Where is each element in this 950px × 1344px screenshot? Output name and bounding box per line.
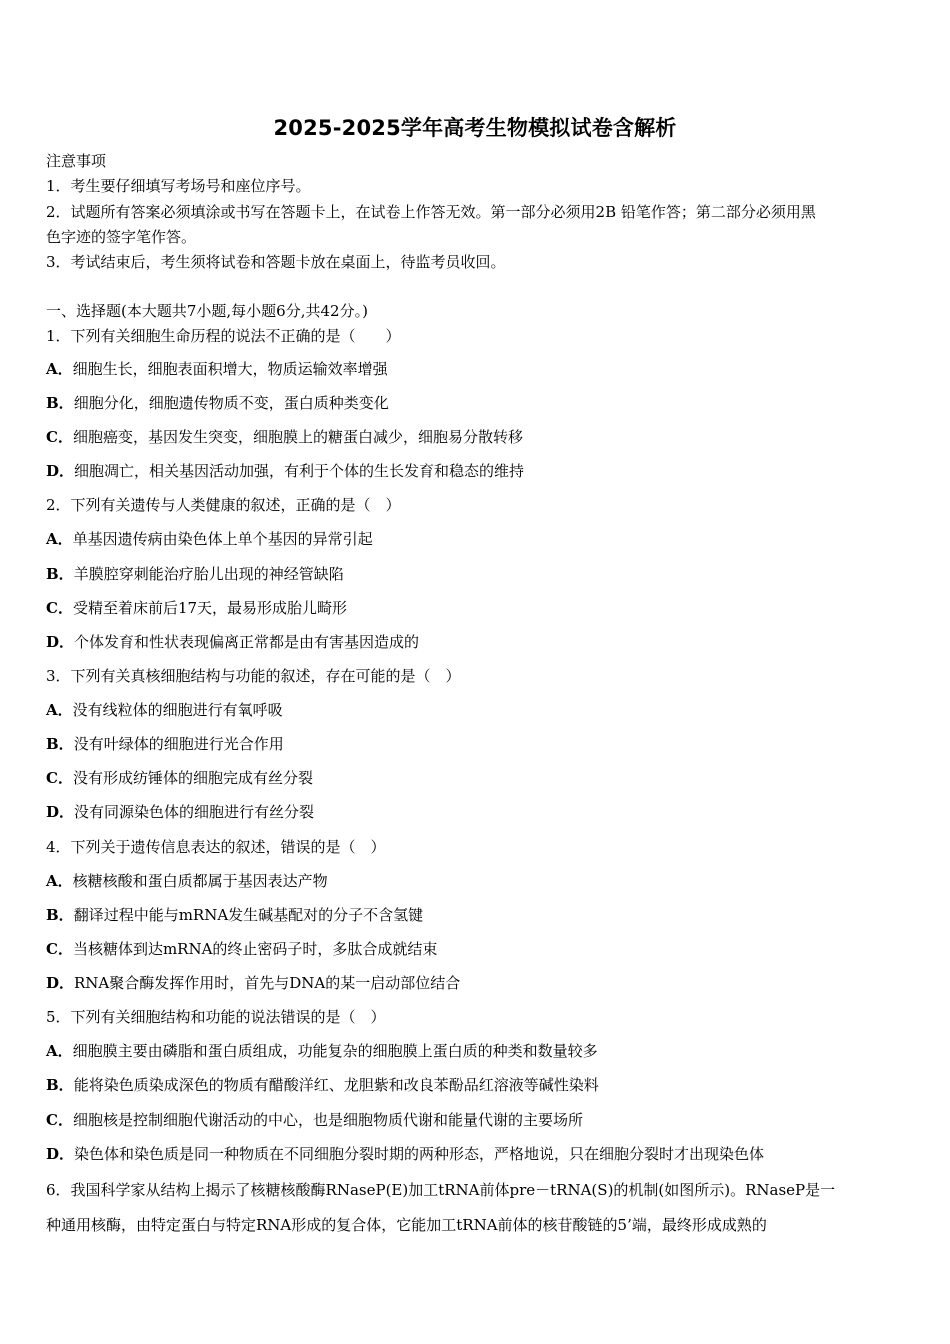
- question-2-option-a: [46, 529, 906, 549]
- option-label: A．: [46, 530, 73, 548]
- option-label: A．: [46, 360, 73, 378]
- question-4-option-b: [46, 905, 906, 925]
- question-3-option-c: [46, 768, 906, 788]
- option-label: D．: [46, 803, 75, 821]
- question-3-option-a: [46, 700, 906, 720]
- option-text: 核糖核酸和蛋白质都属于基因表达产物: [72, 872, 328, 890]
- option-text: 细胞生长，细胞表面积增大，物质运输效率增强: [72, 360, 388, 378]
- question-5-option-c: [46, 1110, 906, 1130]
- option-label: C．: [46, 769, 73, 787]
- option-text: 细胞癌变，基因发生突变，细胞膜上的糖蛋白减少，细胞易分散转移: [72, 428, 523, 446]
- option-label: B．: [46, 735, 74, 753]
- question-2-option-b: [46, 564, 906, 584]
- option-label: C．: [46, 1111, 73, 1129]
- option-text: 当核糖体到达mRNA的终止密码子时，多肽合成就结束: [72, 940, 438, 958]
- option-label: B．: [46, 906, 74, 924]
- question-1-option-b: [46, 393, 906, 413]
- question-1-option-d: [46, 461, 906, 481]
- option-label: D．: [46, 974, 75, 992]
- question-1-option-c: [46, 427, 906, 447]
- option-text: 细胞膜主要由磷脂和蛋白质组成，功能复杂的细胞膜上蛋白质的种类和数量较多: [72, 1042, 598, 1060]
- option-label: B．: [46, 565, 74, 583]
- option-label: A．: [46, 872, 73, 890]
- page-title: 2025-2025学年高考生物模拟试卷含解析: [273, 116, 677, 140]
- question-4-stem: 4．下列关于遗传信息表达的叙述，错误的是（ ）: [46, 838, 386, 856]
- option-text: 没有叶绿体的细胞进行光合作用: [73, 735, 284, 753]
- question-4-option-c: [46, 939, 906, 959]
- section-heading: 一、选择题(本大题共7小题,每小题6分,共42分。): [46, 302, 368, 320]
- option-label: B．: [46, 394, 74, 412]
- option-text: 没有线粒体的细胞进行有氧呼吸: [72, 701, 283, 719]
- question-2-option-d: [46, 632, 906, 652]
- question-2-option-c: [46, 598, 906, 618]
- question-5-option-b: [46, 1075, 906, 1095]
- question-4-option-a: [46, 871, 906, 891]
- option-text: 能将染色质染成深色的物质有醋酸洋红、龙胆紫和改良苯酚品红溶液等碱性染料: [73, 1076, 599, 1094]
- notice-item-1: 1．考生要仔细填写考场号和座位序号。: [46, 177, 311, 195]
- question-1-stem: 1．下列有关细胞生命历程的说法不正确的是（ ）: [46, 327, 401, 345]
- question-3-option-b: [46, 734, 906, 754]
- question-6-stem-line-2: 种通用核酶，由特定蛋白与特定RNA形成的复合体，它能加工tRNA前体的核苷酸链的5’端，最终形成成熟的: [46, 1216, 767, 1234]
- notice-item-2-line-2: 色字迹的签字笔作答。: [46, 228, 197, 246]
- option-text: 染色体和染色质是同一种物质在不同细胞分裂时期的两种形态，严格地说，只在细胞分裂时才出现染色体: [74, 1145, 765, 1163]
- option-label: D．: [46, 462, 75, 480]
- notice-item-3: 3．考试结束后，考生须将试卷和答题卡放在桌面上，待监考员收回。: [46, 253, 506, 271]
- question-5-option-d: [46, 1144, 906, 1164]
- option-label: A．: [46, 701, 73, 719]
- option-text: 没有同源染色体的细胞进行有丝分裂: [74, 803, 315, 821]
- option-text: 单基因遗传病由染色体上单个基因的异常引起: [72, 530, 373, 548]
- option-text: 细胞分化，细胞遗传物质不变，蛋白质种类变化: [73, 394, 389, 412]
- notice-heading: 注意事项: [46, 152, 107, 170]
- option-text: 没有形成纺锤体的细胞完成有丝分裂: [72, 769, 313, 787]
- notice-item-2-line-1: 2．试题所有答案必须填涂或书写在答题卡上，在试卷上作答无效。第一部分必须用2B 铅笔作答；第二部分必须用黑: [46, 203, 816, 221]
- option-text: 受精至着床前后17天，最易形成胎儿畸形: [72, 599, 348, 617]
- question-3-stem: 3．下列有关真核细胞结构与功能的叙述，存在可能的是（ ）: [46, 667, 461, 685]
- option-label: B．: [46, 1076, 74, 1094]
- question-2-stem: 2．下列有关遗传与人类健康的叙述，正确的是（ ）: [46, 496, 401, 514]
- option-text: 翻译过程中能与mRNA发生碱基配对的分子不含氢键: [73, 906, 424, 924]
- option-label: D．: [46, 633, 75, 651]
- question-6-stem-line-1: 6．我国科学家从结构上揭示了核糖核酸酶RNaseP(E)加工tRNA前体pre－tRNA(S)的机制(如图所示)。RNaseP是一: [46, 1181, 836, 1199]
- option-text: RNA聚合酶发挥作用时，首先与DNA的某一启动部位结合: [74, 974, 461, 992]
- option-label: C．: [46, 599, 73, 617]
- question-5-stem: 5．下列有关细胞结构和功能的说法错误的是（ ）: [46, 1008, 386, 1026]
- option-label: D．: [46, 1145, 75, 1163]
- option-text: 个体发育和性状表现偏离正常都是由有害基因造成的: [74, 633, 420, 651]
- option-label: C．: [46, 940, 73, 958]
- option-text: 细胞凋亡，相关基因活动加强，有利于个体的生长发育和稳态的维持: [74, 462, 525, 480]
- question-4-option-d: [46, 973, 906, 993]
- option-label: A．: [46, 1042, 73, 1060]
- question-1-option-a: [46, 359, 906, 379]
- option-label: C．: [46, 428, 73, 446]
- option-text: 羊膜腔穿刺能治疗胎儿出现的神经管缺陷: [73, 565, 344, 583]
- question-5-option-a: [46, 1041, 906, 1061]
- option-text: 细胞核是控制细胞代谢活动的中心，也是细胞物质代谢和能量代谢的主要场所: [72, 1111, 583, 1129]
- question-3-option-d: [46, 802, 906, 822]
